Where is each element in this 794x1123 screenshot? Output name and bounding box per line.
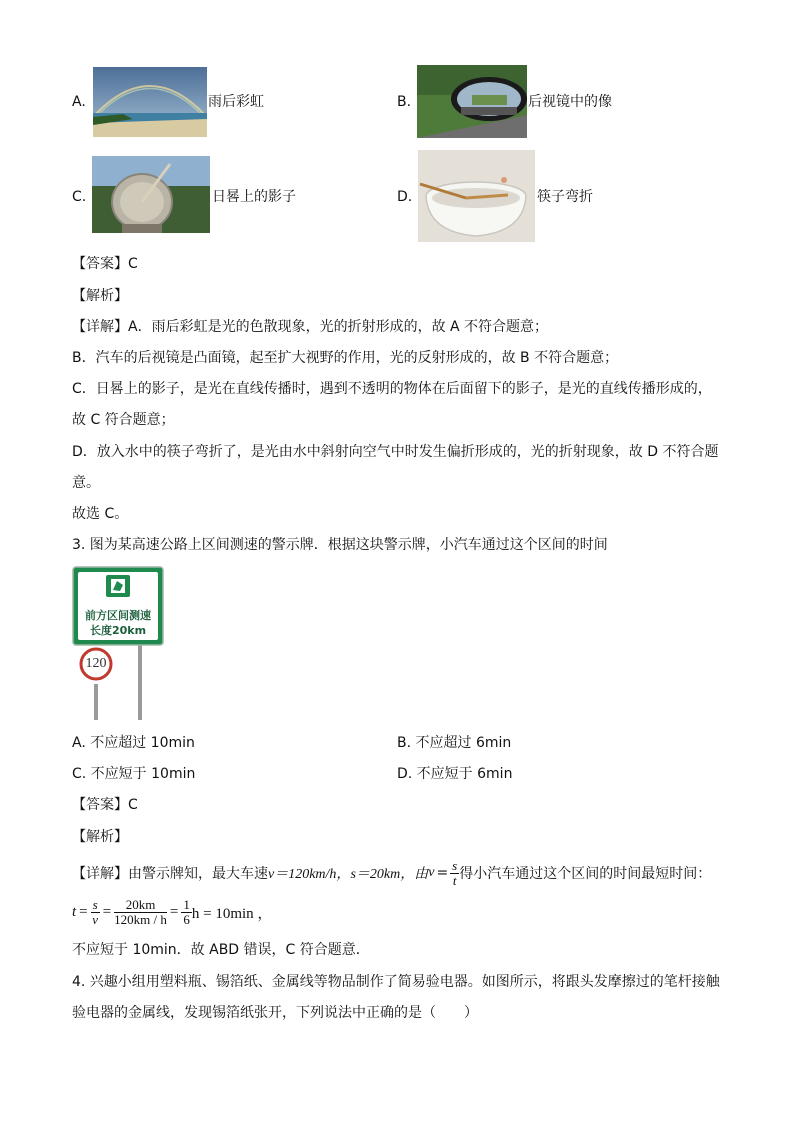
speed-zone-sign-image — [72, 566, 164, 720]
calc-num: 20km — [114, 898, 167, 913]
q3-detail-speed: v＝120km/h， — [268, 867, 351, 882]
q3-option-a: A. 不应超过 10min — [72, 735, 195, 751]
q3-formula-s: s — [452, 857, 458, 873]
q4-line-2: 验电器的金属线，发现锡箔纸张开，下列说法中正确的是（ ） — [72, 1005, 478, 1021]
q2-detail-line-2: B．汽车的后视镜是凸面镜，起至扩大视野的作用，光的反射形成的，故 B 不符合题意； — [72, 350, 619, 366]
speed-limit-number: 120 — [85, 656, 107, 671]
calc-tail: h = 10min ， — [191, 905, 273, 922]
q3-calculation: t = $\frac{s}{v}$ = $\frac{20km}{120km / h}$ = $\frac{1}{6}$ h = 10min ， — [72, 896, 273, 927]
q3-formula-v: v — [428, 865, 435, 880]
q3-formula-fraction — [450, 859, 459, 888]
sundial-image — [92, 156, 210, 233]
calc-v: v — [92, 911, 99, 927]
calc-s-over-v — [91, 898, 100, 927]
calc-t: t — [72, 903, 77, 920]
option-d-letter: D. — [397, 189, 413, 205]
option-a-letter: A. — [72, 94, 86, 110]
sign-text-line-1: 前方区间测速 — [85, 609, 151, 622]
option-a-caption: 雨后彩虹 — [208, 94, 264, 110]
q3-detail-suffix: 得小汽车通过这个区间的时间最短时间： — [459, 866, 712, 882]
mirror-image — [417, 65, 527, 138]
calc-one-sixth — [181, 898, 192, 927]
q3-detail-distance: s＝20km，由 — [350, 867, 429, 882]
q2-detail-line-3: C．日晷上的影子，是光在直线传播时，遇到不透明的物体在后面留下的影子，是光的直线传播形成的， — [72, 381, 712, 397]
option-c-letter: C. — [72, 189, 87, 205]
calc-values-fraction — [114, 898, 167, 927]
calc-s: s — [92, 896, 98, 912]
calc-six: 6 — [183, 911, 190, 927]
chopsticks-bowl-image — [418, 150, 535, 242]
q3-conclusion: 不应短于 10min．故 ABD 错误，C 符合题意． — [72, 942, 370, 958]
q2-analysis-label: 【解析】 — [72, 288, 128, 304]
calc-one: 1 — [183, 896, 190, 912]
q3-detail-prefix: 【详解】由警示牌知，最大车速 — [72, 866, 268, 882]
q2-detail-line-5: D．放入水中的筷子弯折了，是光由水中斜射向空气中时发生偏折形成的，光的折射现象，故 D 不符合题 — [72, 444, 719, 460]
sign-text-line-2: 长度20km — [89, 624, 147, 637]
option-b-caption: 后视镜中的像 — [528, 94, 612, 110]
q3-formula-t: t — [452, 872, 457, 888]
option-d-caption: 筷子弯折 — [537, 189, 593, 205]
rainbow-image — [93, 67, 207, 137]
calc-den: 120km / h — [114, 911, 167, 927]
q3-option-c: C. 不应短于 10min — [72, 766, 196, 782]
q3-analysis-label: 【解析】 — [72, 829, 128, 845]
q3-option-d: D. 不应短于 6min — [397, 766, 513, 782]
q3-detail-line: 【详解】由警示牌知，最大车速 v＝120km/h， s＝20km，由 v = $\frac{s}{t}$ 得小汽车通过这个区间的时间最短时间： — [72, 857, 712, 888]
q2-detail-line-4: 故 C 符合题意； — [72, 412, 175, 428]
option-b-letter: B. — [397, 94, 412, 110]
q2-answer: 【答案】C — [72, 256, 138, 272]
q2-detail-line-6: 意。 — [72, 475, 100, 491]
q2-detail-line-1: 【详解】A．雨后彩虹是光的色散现象，光的折射形成的，故 A 不符合题意； — [72, 319, 549, 335]
q4-line-1: 4. 兴趣小组用塑料瓶、锡箔纸、金属线等物品制作了简易验电器。如图所示，将跟头发摩擦过的笔杆接触 — [72, 974, 720, 990]
option-c-caption: 日晷上的影子 — [212, 189, 296, 205]
q3-option-b: B. 不应超过 6min — [397, 735, 512, 751]
q3-answer: 【答案】C — [72, 797, 138, 813]
q2-detail-line-7: 故选 C。 — [72, 506, 129, 522]
q3-stem: 3. 图为某高速公路上区间测速的警示牌．根据这块警示牌，小汽车通过这个区间的时间 — [72, 537, 608, 553]
